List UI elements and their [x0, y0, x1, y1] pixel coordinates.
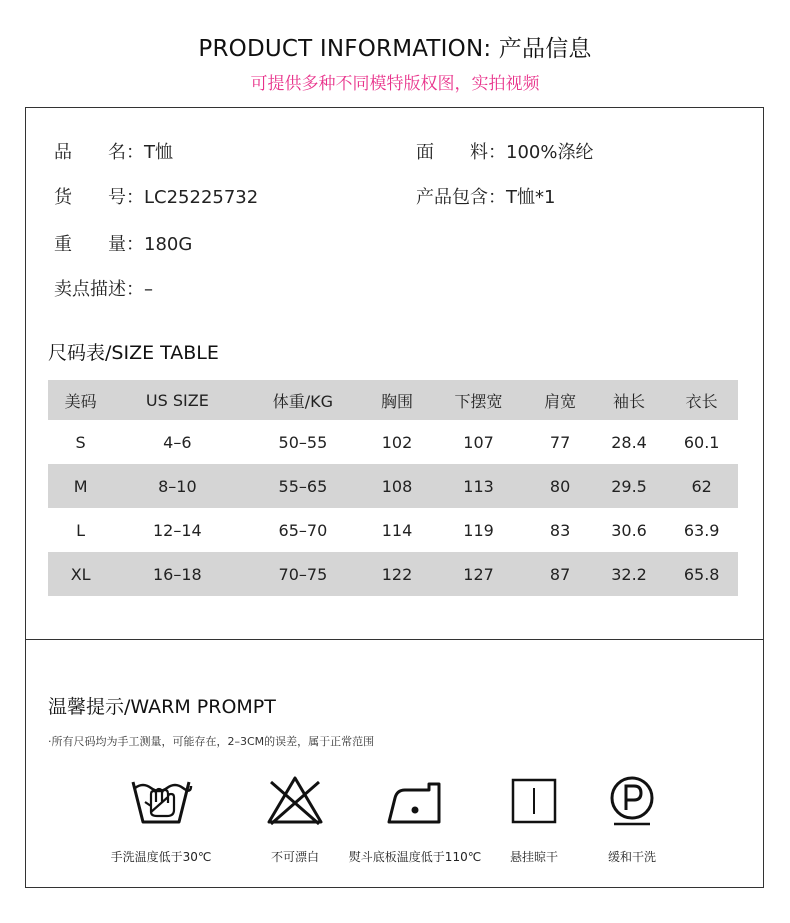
- care-item: [348, 772, 482, 864]
- table-row: [48, 508, 738, 552]
- info-selling-label: 卖点描述：: [54, 279, 144, 300]
- info-material-label: 面 料：: [416, 142, 506, 163]
- care-label: 不可漂白: [270, 850, 320, 864]
- table-cell: 83: [549, 520, 571, 540]
- table-cell: 108: [364, 464, 429, 508]
- table-cell: 32.2: [593, 552, 666, 596]
- info-sku: [54, 183, 258, 209]
- care-label: 缓和干洗: [607, 850, 657, 864]
- table-cell: 127: [430, 552, 528, 596]
- table-row: [48, 464, 738, 508]
- size-table: [48, 380, 738, 596]
- table-cell: 65.8: [665, 552, 738, 596]
- header-cell: US SIZE: [113, 380, 241, 420]
- table-cell: 87: [527, 552, 592, 596]
- table-cell: 63.9: [683, 520, 720, 540]
- header-cell: 美码: [48, 380, 113, 420]
- info-material-value: 100%涤纶: [506, 142, 594, 163]
- table-cell: 16–18: [113, 552, 241, 596]
- table-row: [48, 552, 738, 596]
- info-weight-label: 重 量：: [54, 234, 144, 255]
- table-cell: 62: [665, 464, 738, 508]
- size-table-title: 尺码表/SIZE TABLE: [48, 342, 219, 364]
- info-weight: [54, 230, 192, 256]
- iron-low-icon: [383, 772, 447, 830]
- table-cell: 102: [381, 432, 413, 452]
- header-cell: 袖长: [593, 380, 666, 420]
- size-table-header: [48, 380, 738, 420]
- table-cell: 70–75: [241, 552, 364, 596]
- table-cell: 50–55: [278, 432, 328, 452]
- table-cell: 55–65: [241, 464, 364, 508]
- table-cell: 8–10: [113, 464, 241, 508]
- table-cell: 29.5: [593, 464, 666, 508]
- table-cell: 122: [364, 552, 429, 596]
- table-cell: S: [75, 432, 86, 452]
- info-material: [416, 138, 593, 164]
- table-cell: 30.6: [611, 520, 647, 540]
- table-row: [48, 420, 738, 464]
- header-cell: 肩宽: [527, 380, 592, 420]
- info-package: [416, 183, 555, 209]
- measurement-note: ·所有尺码均为手工测量，可能存在，2–3CM的误差，属于正常范围: [48, 735, 375, 748]
- table-cell: 80: [527, 464, 592, 508]
- page-title: PRODUCT INFORMATION: 产品信息: [198, 36, 592, 62]
- table-cell: 114: [381, 520, 413, 540]
- care-item: [101, 772, 221, 864]
- info-name-value: T恤: [144, 142, 173, 163]
- care-label: 手洗温度低于30℃: [110, 850, 212, 864]
- care-item: [572, 772, 692, 864]
- dry-clean-p-icon: [600, 772, 664, 830]
- table-cell: 77: [549, 432, 571, 452]
- info-sku-value: LC25225732: [144, 187, 259, 208]
- page-subtitle: 可提供多种不同模特版权图，实拍视频: [250, 74, 540, 94]
- info-selling-value: –: [144, 279, 153, 300]
- table-cell: 107: [463, 432, 494, 452]
- table-cell: XL: [48, 552, 113, 596]
- header-cell: 体重/KG: [241, 380, 364, 420]
- table-cell: L: [76, 520, 86, 540]
- no-bleach-icon: [263, 772, 327, 830]
- hand-wash-icon: [129, 772, 193, 830]
- info-name: [54, 138, 173, 164]
- care-item: [235, 772, 355, 864]
- table-cell: 113: [430, 464, 528, 508]
- table-cell: 65–70: [278, 520, 328, 540]
- header-cell: 下摆宽: [430, 380, 528, 420]
- table-cell: 119: [463, 520, 494, 540]
- table-cell: 28.4: [611, 432, 647, 452]
- table-cell: 4–6: [163, 432, 192, 452]
- info-selling: [54, 275, 153, 301]
- header-cell: 胸围: [364, 380, 429, 420]
- care-label: 熨斗底板温度低于110℃: [348, 850, 482, 864]
- table-cell: 12–14: [153, 520, 202, 540]
- table-cell: 60.1: [683, 432, 720, 452]
- info-package-label: 产品包含：: [416, 187, 506, 208]
- info-name-label: 品 名：: [54, 142, 144, 163]
- table-cell: M: [48, 464, 113, 508]
- warm-prompt-title: 温馨提示/WARM PROMPT: [48, 696, 276, 718]
- info-package-value: T恤*1: [506, 187, 556, 208]
- header-cell: 衣长: [665, 380, 738, 420]
- care-label: 悬挂晾干: [509, 850, 559, 864]
- info-sku-label: 货 号：: [54, 187, 144, 208]
- hang-dry-icon: [502, 772, 566, 830]
- info-weight-value: 180G: [144, 234, 193, 255]
